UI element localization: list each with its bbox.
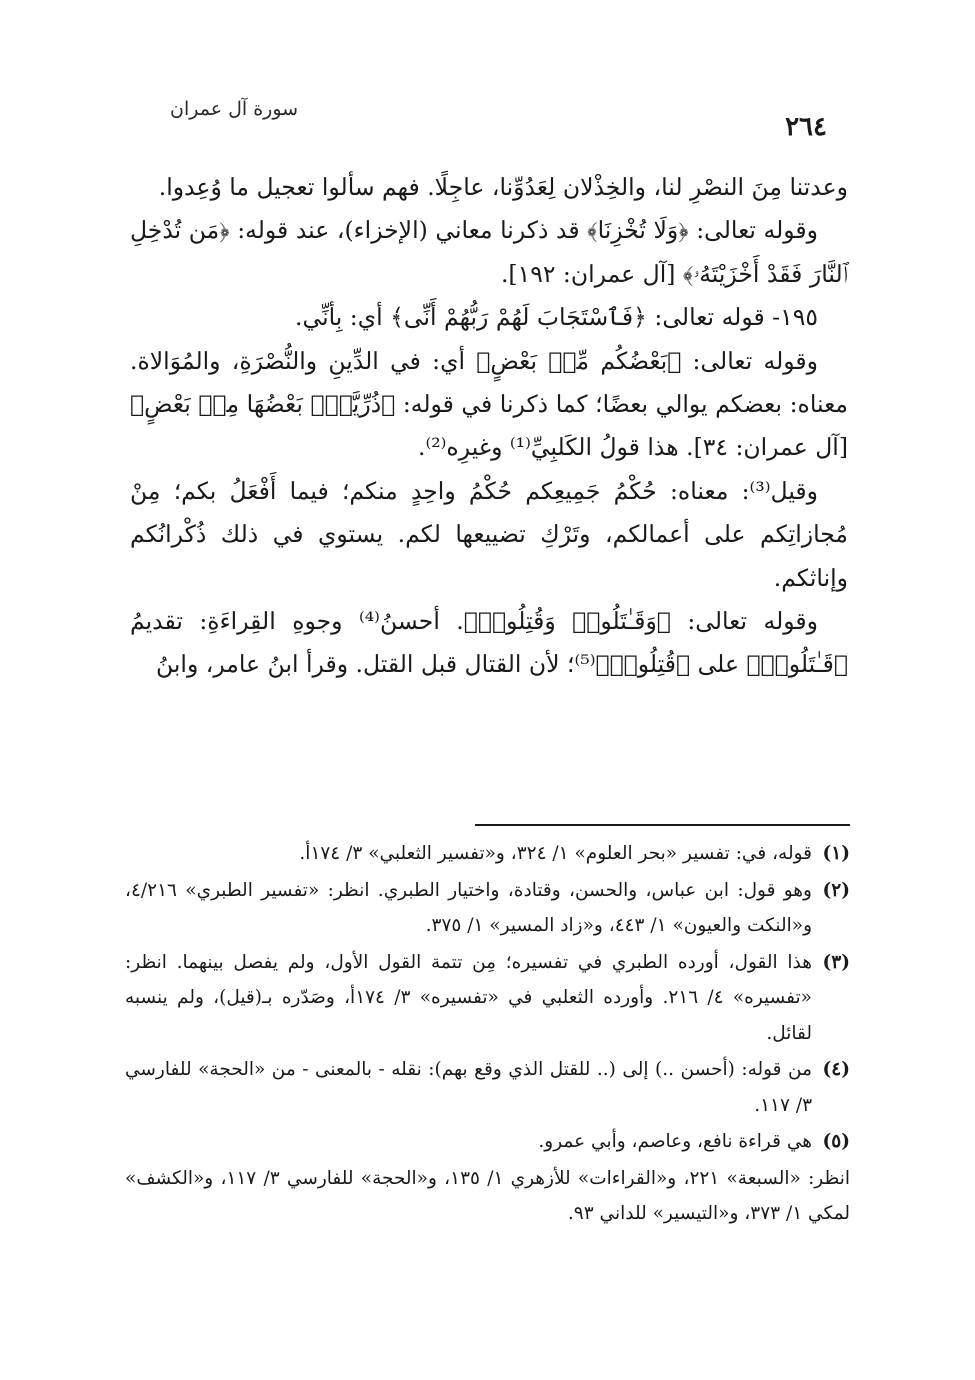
footnote-separator <box>475 824 850 826</box>
footnote-number: (٥) <box>822 1131 850 1152</box>
footnotes <box>125 836 850 1232</box>
paragraph: وعدتنا مِنَ النصْرِ لنا، والخِذْلان لِعَدُوِّنا، عاجِلًا. فهم سألوا تعجيل ما وُعِدوا. <box>158 173 848 201</box>
footnote-continuation: انظر: «السبعة» ٢٢١، و«القراءات» للأزهري ١/ ١٣٥، و«الحجة» للفارسي ٣/ ١١٧، و«الكشف» لمكي ١/ ٣٧٣، و«التيسير» للداني ٩٣. <box>125 1167 850 1224</box>
footnote-number: (٣) <box>822 951 850 973</box>
footnote-text: هذا القول، أورده الطبري في تفسيره؛ مِن تتمة القول الأول، ولم يفصل بينهما. انظر: «تفسيره» ٤/ ٢١٦. وأورده الثعلبي في «تفسيره» ٣/ ١٧٤أ، وصَدّره بـ(قيل)، ولم ينسبه لقائل. <box>125 951 812 1044</box>
footnote <box>125 1052 850 1123</box>
footnote-text: من قوله: (أحسن ..) إلى (.. للقتل الذي وقع بهم): نقله - بالمعنى - من «الحجة» للفارسي ٣/ ١١٧. <box>125 1059 812 1116</box>
footnote-text: هي قراءة نافع، وعاصم، وأبي عمرو. <box>538 1131 812 1152</box>
footnote <box>125 1124 850 1160</box>
paragraph: وقوله تعالى: ﴿وَقَـٰتَلُوا۟ وَقُتِلُوا۟﴾. أحسنُ⁽⁴⁾ وجوهِ القِراءَةِ: تقديمُ ﴿قَـٰتَلُوا۟﴾ على ﴿قُتِلُوا۟﴾⁽⁵⁾؛ لأن القتال قبل القتل. وقرأ ابنُ عامر، وابنُ <box>130 607 848 679</box>
paragraph: ١٩٥- قوله تعالى: ﴿فَٱسْتَجَابَ لَهُمْ رَبُّهُمْ أَنِّى﴾ أي: بِأنِّي. <box>295 303 818 332</box>
running-header-title: سورة آل عمران <box>170 98 299 120</box>
paragraph: وقوله تعالى: ﴿بَعْضُكُم مِّنۢ بَعْضٍ﴾ أي: في الدِّينِ والنُّصْرَةِ، والمُوَالاة. معناه: بعضكم يوالي بعضًا؛ كما ذكرنا في قوله: ﴿ذُرِّيَّةًۢ بَعْضُهَا مِنۢ بَعْضٍ﴾ [آل عمران: ٣٤]. هذا قولُ الكَلبِيِّ⁽¹⁾ وغيرِه⁽²⁾. <box>130 346 848 462</box>
paragraph: وقيل⁽³⁾: معناه: حُكْمُ جَمِيعِكم حُكْمُ واحِدٍ منكم؛ فيما أَفْعَلُ بكم؛ مِنْ مُجازاتِكم على أعمالكم، وتَرْكِ تضييعها لكم. يستوي في ذلك ذُكْرانُكم وإناثكم. <box>130 476 848 592</box>
page-number: ٢٦٤ <box>785 112 827 142</box>
footnote-number: (٤) <box>822 1059 850 1080</box>
footnote-number: (١) <box>822 843 850 864</box>
footnote-number: (٢) <box>822 879 850 901</box>
footnote <box>125 945 850 1052</box>
footnote-text: قوله، في: تفسير «بحر العلوم» ١/ ٣٢٤، و«تفسير الثعلبي» ٣/ ١٧٤أ. <box>299 843 812 864</box>
footnote-text: وهو قول: ابن عباس، والحسن، وقتادة، واختيار الطبري. انظر: «تفسير الطبري» ٤/٢١٦، و«النكت والعيون» ١/ ٤٤٣، و«زاد المسير» ١/ ٣٧٥. <box>125 879 812 936</box>
footnote <box>125 873 850 944</box>
paragraph: وقوله تعالى: ﴿وَلَا تُخْزِنَا﴾ قد ذكرنا معاني (الإخزاء)، عند قوله: ﴿مَن تُدْخِلِ ٱلنَّارَ فَقَدْ أَخْزَيْتَهُۥ﴾ [آل عمران: ١٩٢]. <box>130 216 848 288</box>
main-text <box>130 166 848 687</box>
footnote <box>125 836 850 872</box>
